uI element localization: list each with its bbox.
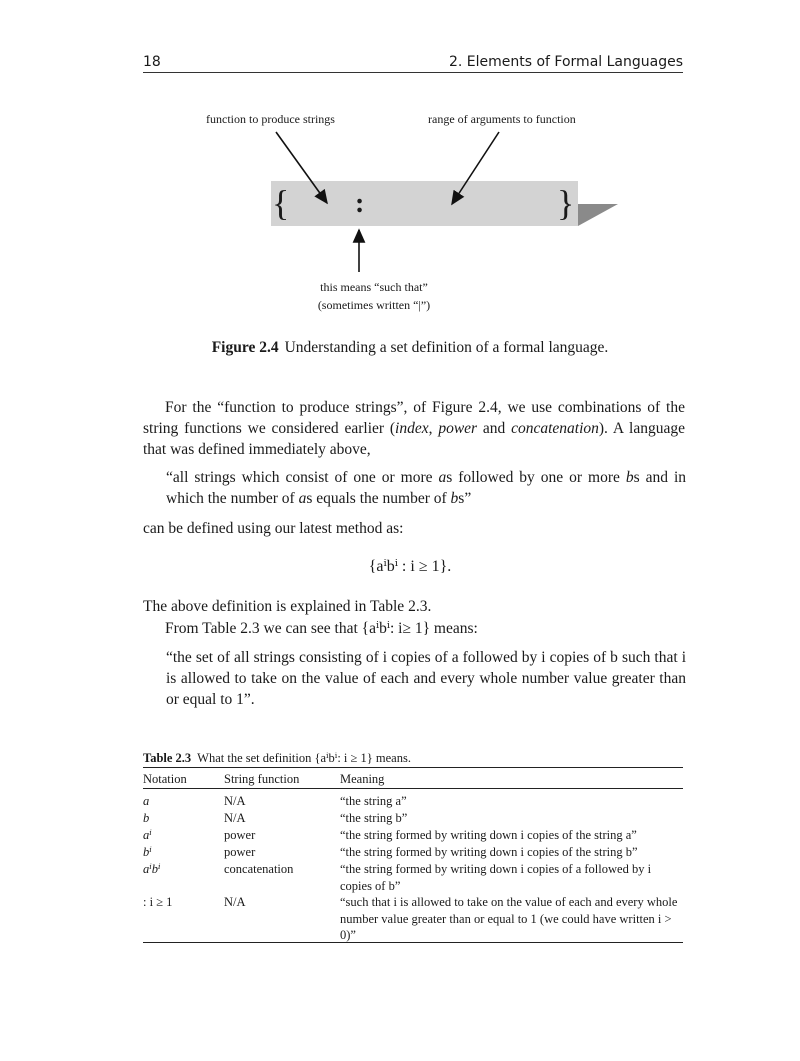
table-cell-meaning: “the string formed by writing down i copies of a followed by i copies of b” xyxy=(340,862,652,893)
table-cell-function: N/A xyxy=(224,794,246,808)
paragraph-defined-as: can be defined using our latest method as: xyxy=(143,520,404,537)
right-brace: } xyxy=(557,183,575,223)
table-cell-meaning: “the string b” xyxy=(340,811,408,825)
table-cell-function: power xyxy=(224,845,256,859)
table-cell-notation: bⁱ xyxy=(143,845,152,859)
running-head: 2. Elements of Formal Languages xyxy=(448,54,683,70)
table-header-meaning: Meaning xyxy=(340,772,385,786)
table-header-string-function: String function xyxy=(224,772,300,786)
label-range-of-arguments: range of arguments to function xyxy=(428,112,576,126)
table-cell-meaning: “such that i is allowed to take on the value of each and every whole number value greater than or equal to 1 (we could have written i > 0)” xyxy=(340,895,678,942)
left-brace: { xyxy=(272,183,290,223)
label-such-that: this means “such that” (sometimes written “|”) xyxy=(317,280,431,312)
table-cell-function: N/A xyxy=(224,811,246,825)
label-function-to-produce-strings: function to produce strings xyxy=(206,112,335,126)
table-rule-bottom xyxy=(143,942,683,943)
paragraph-means: From Table 2.3 we can see that {aⁱbⁱ: i≥ 1} means: xyxy=(165,620,478,637)
such-that-colon: : xyxy=(355,188,365,219)
page-number: 18 xyxy=(143,54,161,70)
box-shadow-wedge xyxy=(578,204,618,226)
figure-caption: Figure 2.4 Understanding a set definition of a formal language. xyxy=(211,339,609,356)
table-caption: Table 2.3 What the set definition {aⁱbⁱ: i ≥ 1} means. xyxy=(143,751,411,765)
table-cell-meaning: “the string formed by writing down i copies of the string b” xyxy=(340,845,638,859)
table-cell-notation: b xyxy=(143,811,150,825)
quote-set-meaning: “the set of all strings consisting of i copies of a followed by i copies of b such that i is allowed to take on the value of each and every whole number value greater than or equal to 1”. xyxy=(166,649,686,708)
arrow-range xyxy=(452,132,499,204)
table-rule-top xyxy=(143,767,683,768)
table-cell-function: concatenation xyxy=(224,862,294,876)
table-cell-notation: : i ≥ 1 xyxy=(143,895,173,909)
table-cell-function: N/A xyxy=(224,895,246,909)
table-cell-notation: aⁱbⁱ xyxy=(143,862,161,876)
table-rule-header xyxy=(143,788,683,789)
table-cell-meaning: “the string formed by writing down i copies of the string a” xyxy=(340,828,637,842)
set-formula: {aⁱbⁱ : i ≥ 1}. xyxy=(368,558,452,575)
table-cell-notation: aⁱ xyxy=(143,828,152,842)
quote-language-definition: “all strings which consist of one or more as followed by one or more bs and in which the number of as equals the number of bs” xyxy=(166,469,687,507)
table-cell-meaning: “the string a” xyxy=(340,794,407,808)
table-header-notation: Notation xyxy=(143,772,187,786)
table-cell-notation: a xyxy=(143,794,150,808)
paragraph-explained: The above definition is explained in Table 2.3. xyxy=(143,598,432,615)
paragraph-function: For the “function to produce strings”, of Figure 2.4, we use combinations of the string functions we considered earlier (index, power and concatenation). A language that was defined immediately above, xyxy=(143,399,685,458)
table-cell-function: power xyxy=(224,828,256,842)
